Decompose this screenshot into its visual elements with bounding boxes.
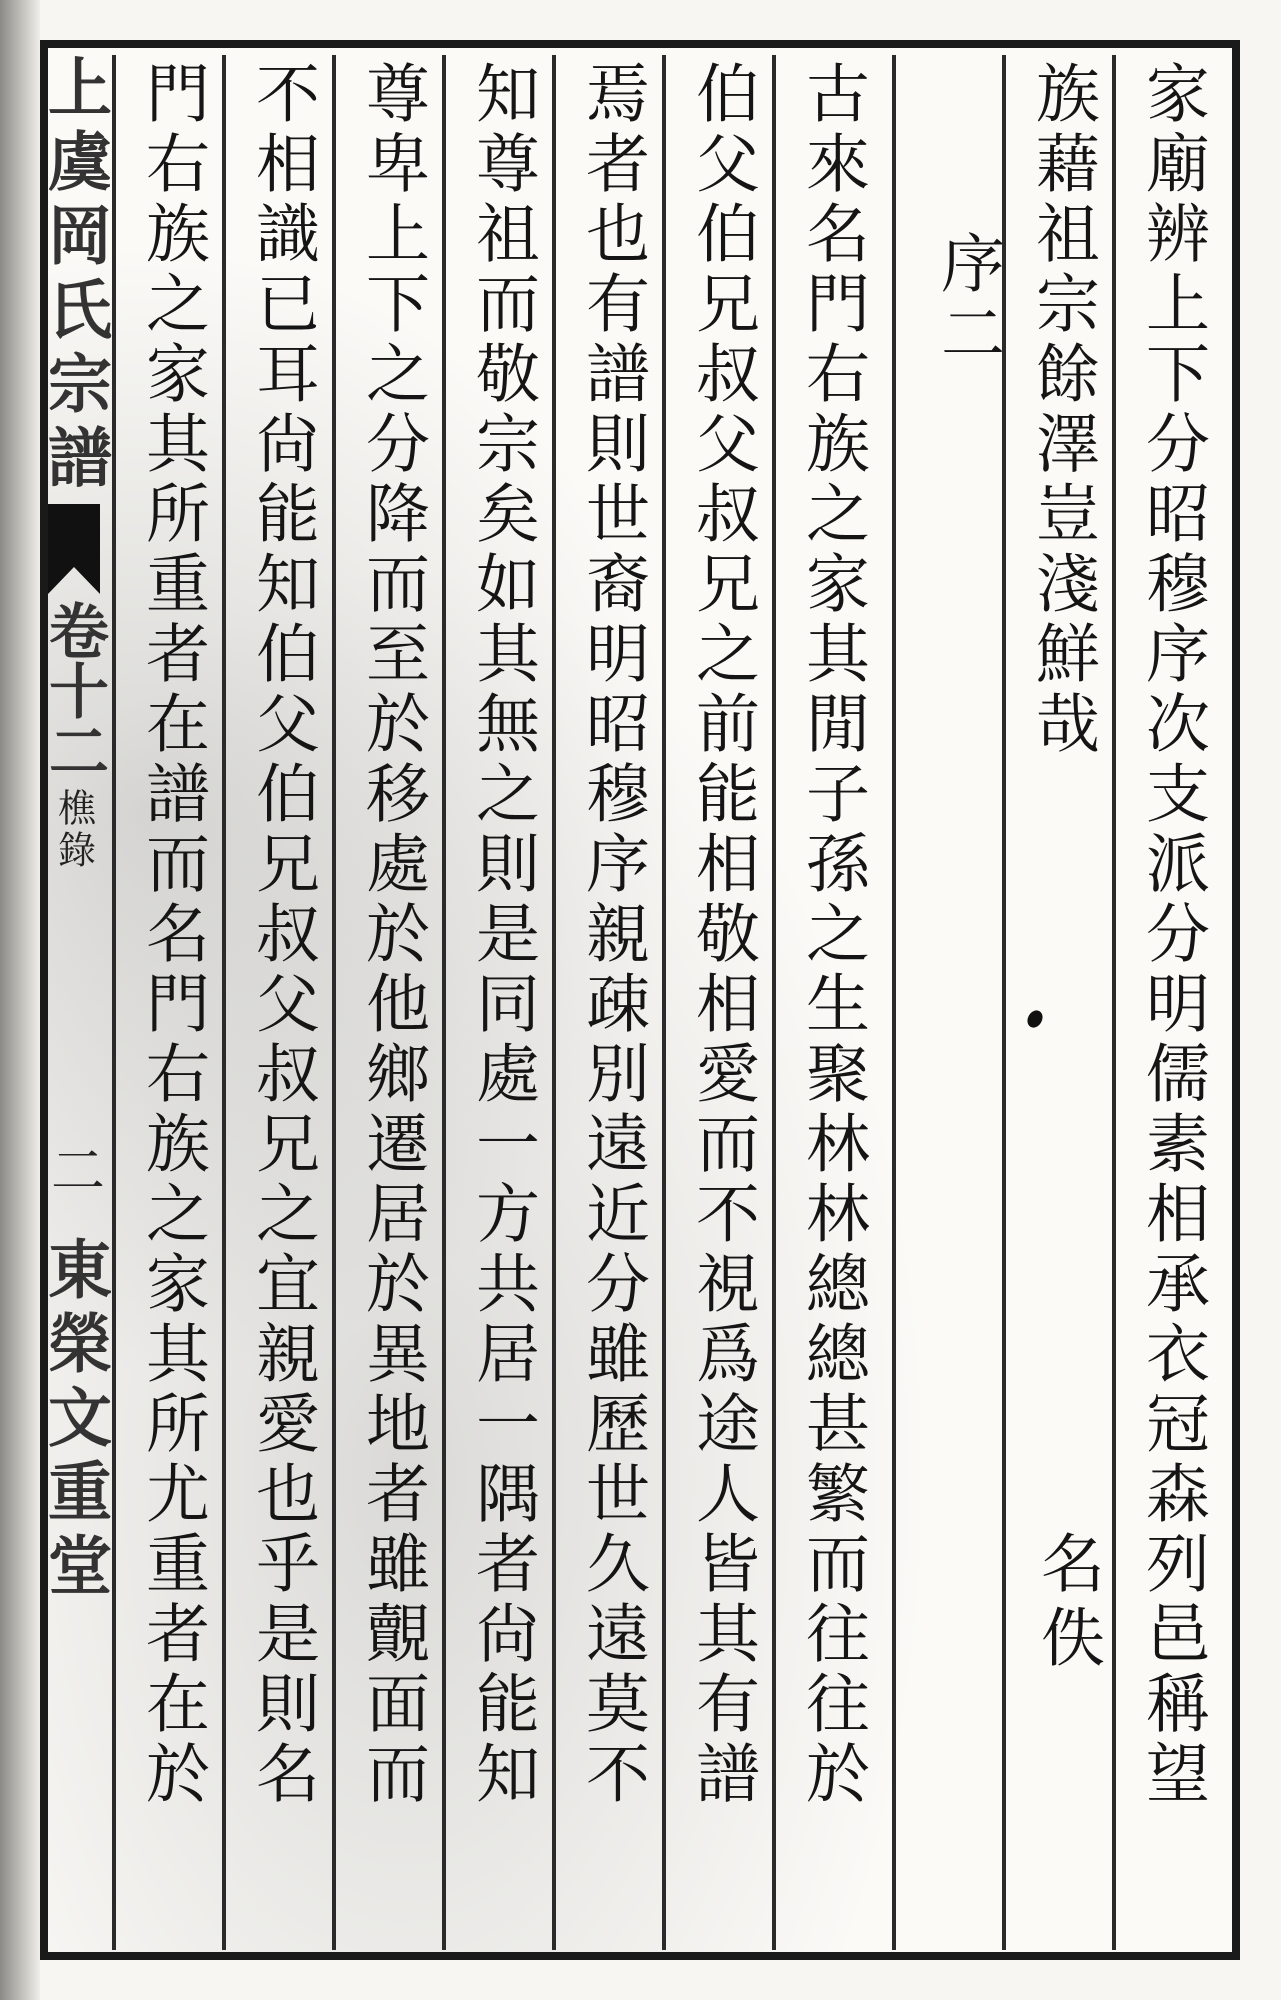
text-column-5: 焉者也有譜則世裔明昭穆序親疎別遠近分雖歷世久遠莫不 <box>575 60 649 1810</box>
column-rule <box>552 55 556 1950</box>
spine-volume: 卷十二 <box>39 600 109 780</box>
spine-page-number: 二 <box>42 1142 106 1196</box>
text-column-4: 伯父伯兄叔父叔兄之前能相敬相愛而不視爲途人皆其有譜 <box>685 60 759 1810</box>
text-column-6: 知尊祖而敬宗矣如其無之則是同處一方共居一隅者尙能知 <box>465 60 539 1810</box>
text-column-9: 門右族之家其所重者在譜而名門右族之家其所尤重者在於 <box>135 60 209 1810</box>
column-rule <box>112 55 116 1950</box>
column-rule <box>442 55 446 1950</box>
spine-title: 上虞岡氏宗譜 <box>37 54 112 498</box>
spine-strip <box>37 48 112 1952</box>
column-rule <box>222 55 226 1950</box>
text-column-2: 族藉祖宗餘澤豈淺鮮哉 <box>1025 60 1099 760</box>
fishtail-mark-icon <box>48 504 100 594</box>
column-rule <box>332 55 336 1950</box>
text-column-8: 不相識已耳尙能知伯父伯兄叔父叔兄之宜親愛也乎是則名 <box>245 60 319 1810</box>
column-rule <box>662 55 666 1950</box>
author-note: 名佚 <box>1030 1530 1104 1678</box>
text-column-1: 家廟辨上下分昭穆序次支派分明儒素相承衣冠森列邑稱望 <box>1135 60 1209 1810</box>
text-column-3: 古來名門右族之家其閒子孫之生聚林林總總甚繁而往往於 <box>795 60 869 1810</box>
column-rule <box>892 55 896 1950</box>
text-column-7: 尊卑上下之分降而至於移處於他鄉遷居於異地者雖覿面而 <box>355 60 429 1810</box>
preface-heading: 序二 <box>930 230 1004 370</box>
column-rule <box>772 55 776 1950</box>
spine-hall-name: 東榮文重堂 <box>37 1236 112 1606</box>
spine-section: 樵錄 <box>51 788 96 872</box>
